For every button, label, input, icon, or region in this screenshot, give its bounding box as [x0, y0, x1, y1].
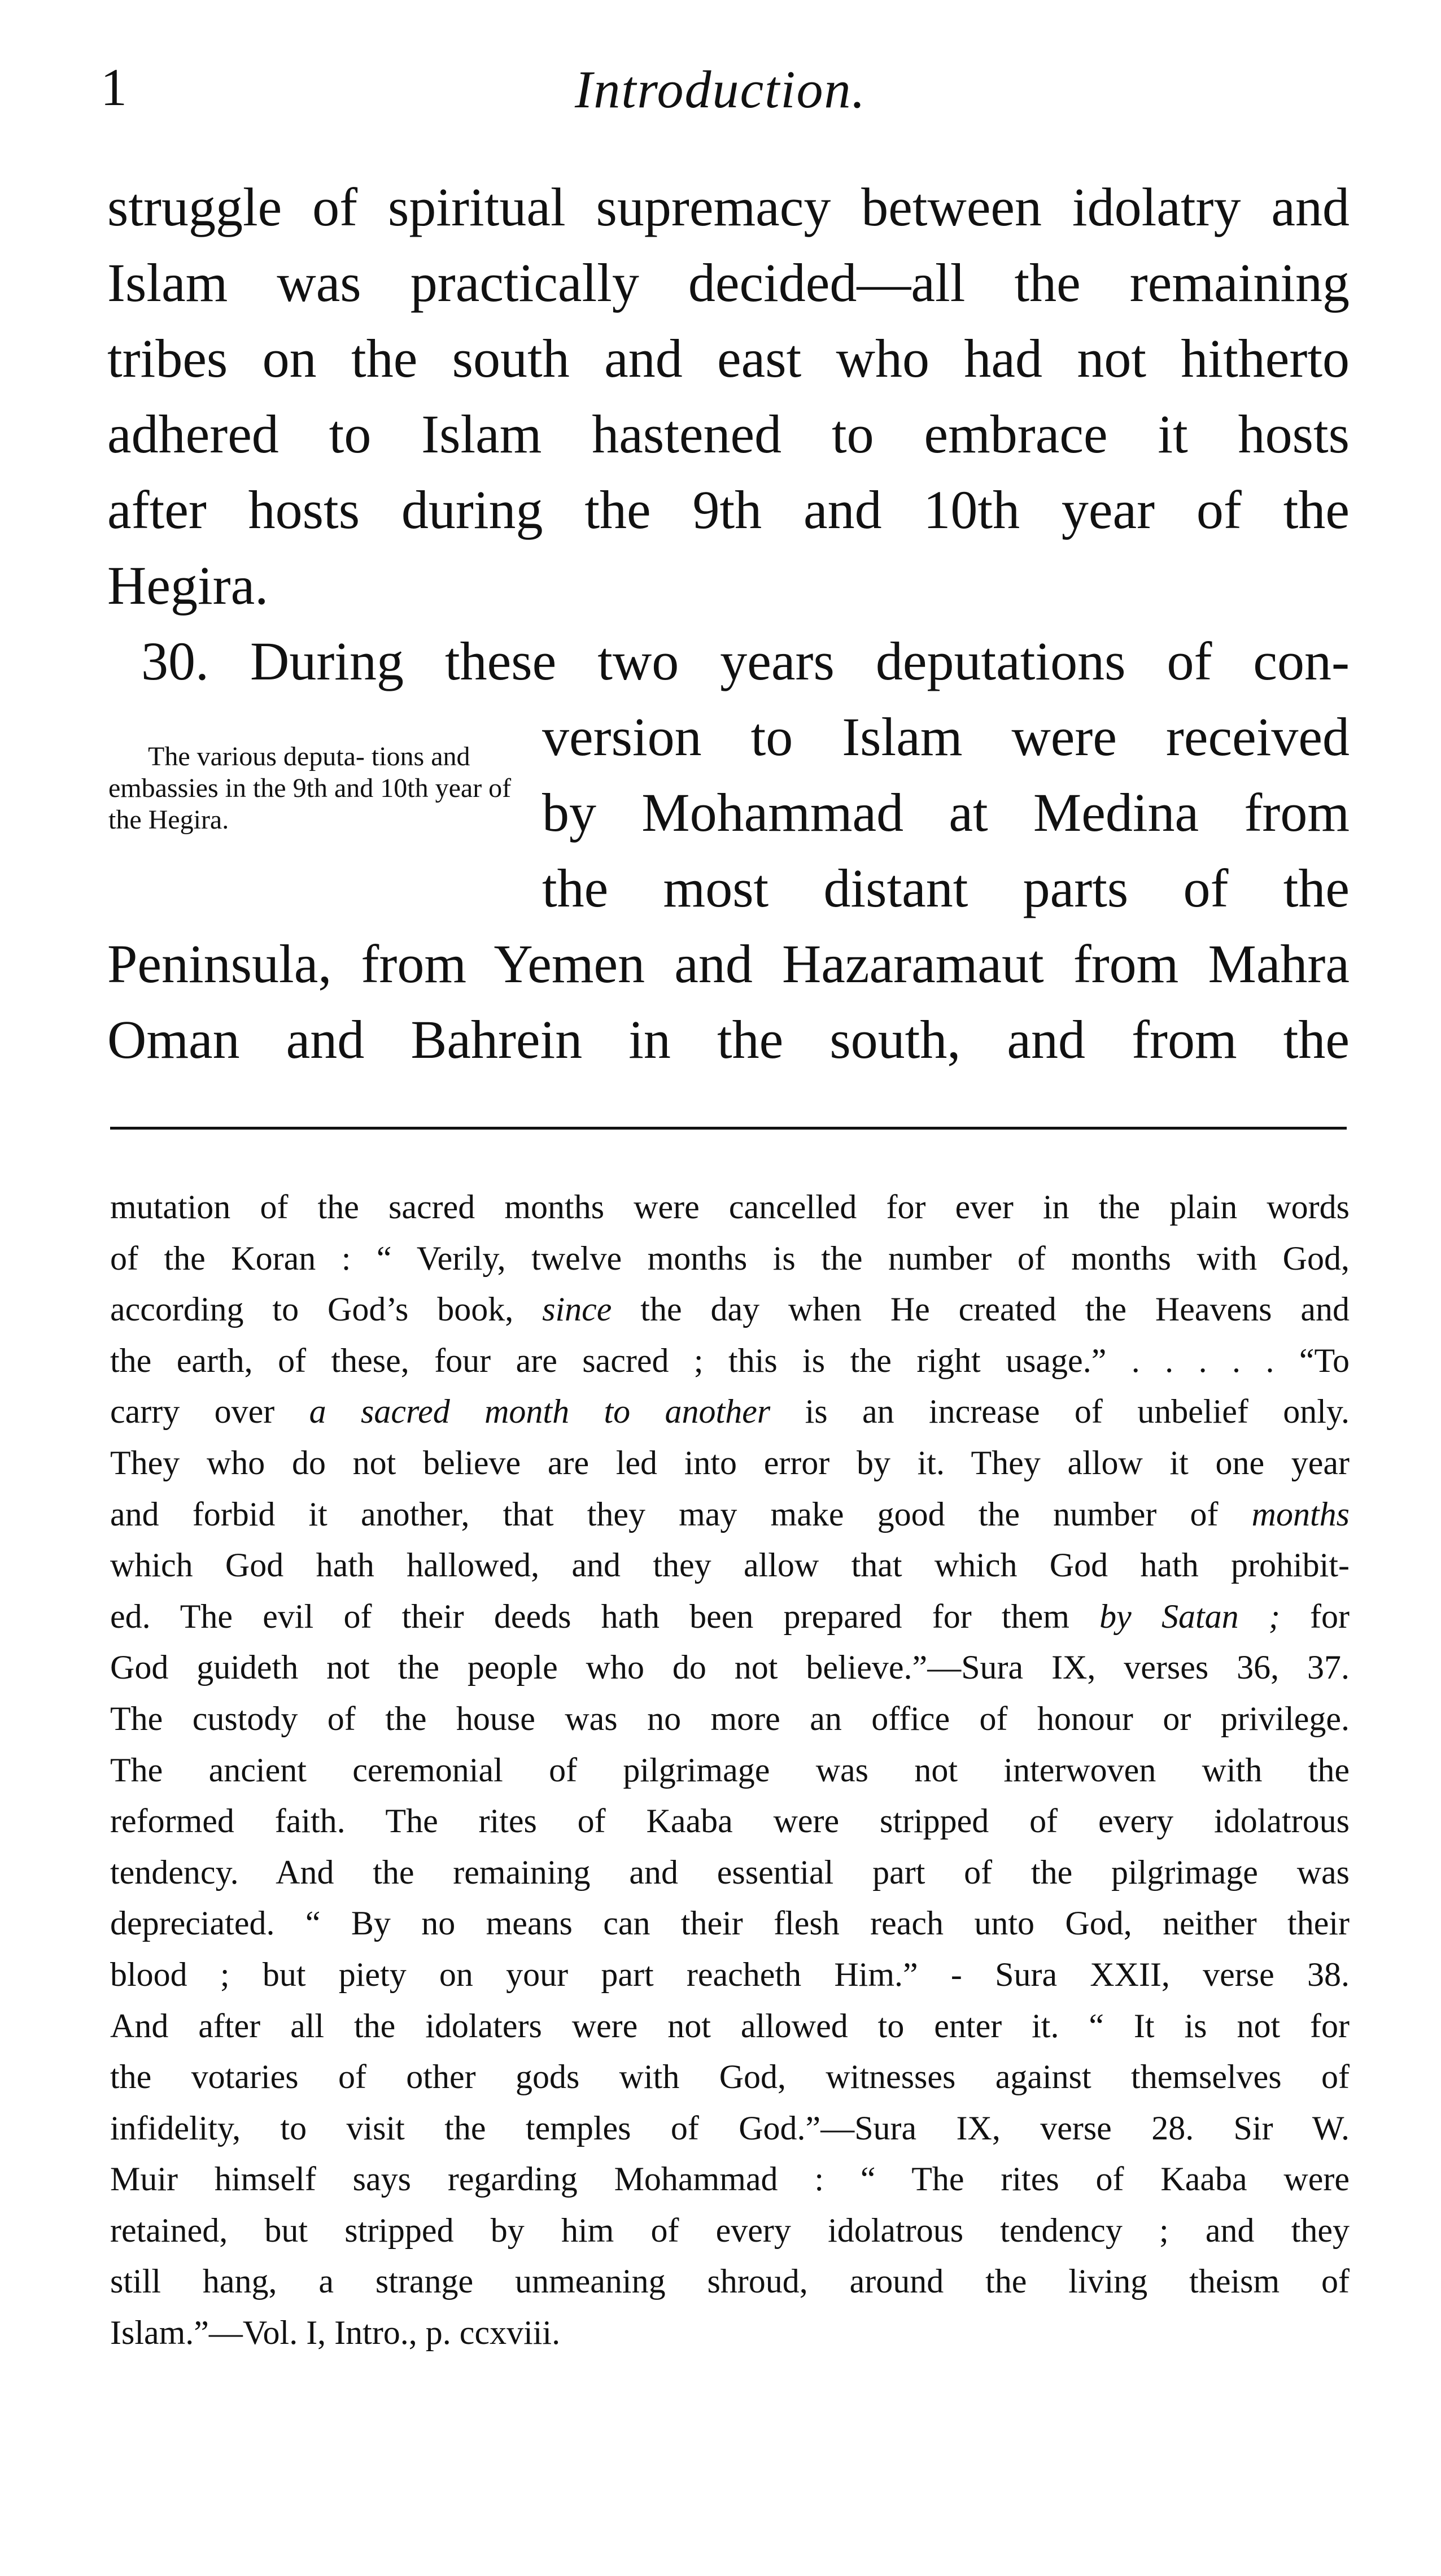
- footnote-line: The ancient ceremonial of pilgrimage was not interwoven with the: [110, 1751, 1350, 1789]
- footnote-line: [110, 1489, 1350, 1540]
- footnote-line: of the Koran : “ Verily, twelve months is the number of months with God,: [110, 1239, 1350, 1277]
- footnote-divider: [110, 1127, 1347, 1130]
- margin-note-rest: tions and embassies in the 9th and 10th year of the Hegira.: [108, 742, 512, 835]
- footnote-line: The custody of the house was no more an office of honour or privilege.: [110, 1699, 1350, 1737]
- footnote-line: the earth, of these, four are sacred ; this is the right usage.” . . . . . “To: [110, 1341, 1350, 1379]
- text-line: the most distant parts of the: [542, 858, 1350, 918]
- footnote: [110, 1182, 1350, 2359]
- footnote-line: which God hath hallowed, and they allow that which God hath prohibit-: [110, 1546, 1350, 1584]
- text-line: by Mohammad at Medina from: [542, 782, 1350, 843]
- footnote-line: retained, but stripped by him of every idolatrous tendency ; and they: [110, 2211, 1350, 2249]
- footnote-line: [110, 1591, 1350, 1642]
- footnote-line: tendency. And the remaining and essential part of the pilgrimage was: [110, 1853, 1350, 1891]
- footnote-line: depreciated. “ By no means can their flesh reach unto God, neither their: [110, 1904, 1350, 1942]
- page-number: 1: [101, 58, 127, 117]
- text-line: Islam was practically decided—all the remaining: [107, 252, 1350, 313]
- text-line: Hegira.: [107, 555, 269, 616]
- footnote-line: They who do not believe are led into error by it. They allow it one year: [110, 1444, 1350, 1481]
- footnote-text: carry over: [110, 1393, 275, 1431]
- footnote-text: and forbid it another, that they may make good the number of: [110, 1495, 1219, 1533]
- paragraph-continued: [107, 169, 1350, 624]
- footnote-line: mutation of the sacred months were cancelled for ever in the plain words: [110, 1188, 1350, 1226]
- footnote-line: infidelity, to visit the temples of God.”—Sura IX, verse 28. Sir W.: [110, 2109, 1350, 2147]
- footnote-text: ed. The evil of their deeds hath been prepared for them: [110, 1597, 1069, 1635]
- text-line: Peninsula, from Yemen and Hazaramaut from Mahra: [107, 934, 1350, 994]
- footnote-line: Islam.”—Vol. I, Intro., p. ccxviii.: [110, 2314, 561, 2352]
- margin-note-first: The various deputa-: [148, 742, 365, 772]
- paragraph-30-rest: [107, 926, 1350, 1078]
- footnote-line: God guideth not the people who do not believe.”—Sura IX, verses 36, 37.: [110, 1649, 1350, 1686]
- paragraph-30-first-line: 30. During these two years deputations of con-: [141, 631, 1350, 691]
- text-line: after hosts during the 9th and 10th year of the: [107, 480, 1350, 540]
- text-line: adhered to Islam hastened to embrace it hosts: [107, 404, 1350, 464]
- footnote-line: [110, 1386, 1350, 1437]
- text-line: struggle of spiritual supremacy between idolatry and: [107, 177, 1350, 237]
- footnote-line: Muir himself says regarding Mohammad : “ The rites of Kaaba were: [110, 2160, 1350, 2198]
- margin-note: [108, 741, 515, 836]
- text-line: version to Islam were received: [542, 707, 1350, 767]
- footnote-text: for: [1310, 1597, 1350, 1635]
- footnote-line: blood ; but piety on your part reacheth Him.” - Sura XXII, verse 38.: [110, 1955, 1350, 1993]
- footnote-line: reformed faith. The rites of Kaaba were stripped of every idolatrous: [110, 1802, 1350, 1840]
- footnote-text: according to God’s book,: [110, 1291, 514, 1328]
- footnote-italic: months: [1251, 1495, 1350, 1533]
- footnote-italic: since: [542, 1291, 612, 1328]
- footnote-line: still hang, a strange unmeaning shroud, around the living theism of: [110, 2263, 1350, 2300]
- footnote-line: And after all the idolaters were not allowed to enter it. “ It is not for: [110, 2007, 1350, 2045]
- text-line: tribes on the south and east who had not hitherto: [107, 328, 1350, 389]
- text-line: Oman and Bahrein in the south, and from the: [107, 1009, 1350, 1070]
- footnote-italic: a sacred month to another: [309, 1393, 771, 1431]
- footnote-text: is an increase of unbelief only.: [805, 1393, 1350, 1431]
- paragraph-30-wrapped: [542, 699, 1350, 926]
- running-title: Introduction.: [575, 60, 866, 119]
- footnote-line: the votaries of other gods with God, witnesses against themselves of: [110, 2058, 1350, 2096]
- footnote-text: the day when He created the Heavens and: [640, 1291, 1350, 1328]
- footnote-line: [110, 1284, 1350, 1335]
- footnote-italic: by Satan ;: [1099, 1597, 1280, 1635]
